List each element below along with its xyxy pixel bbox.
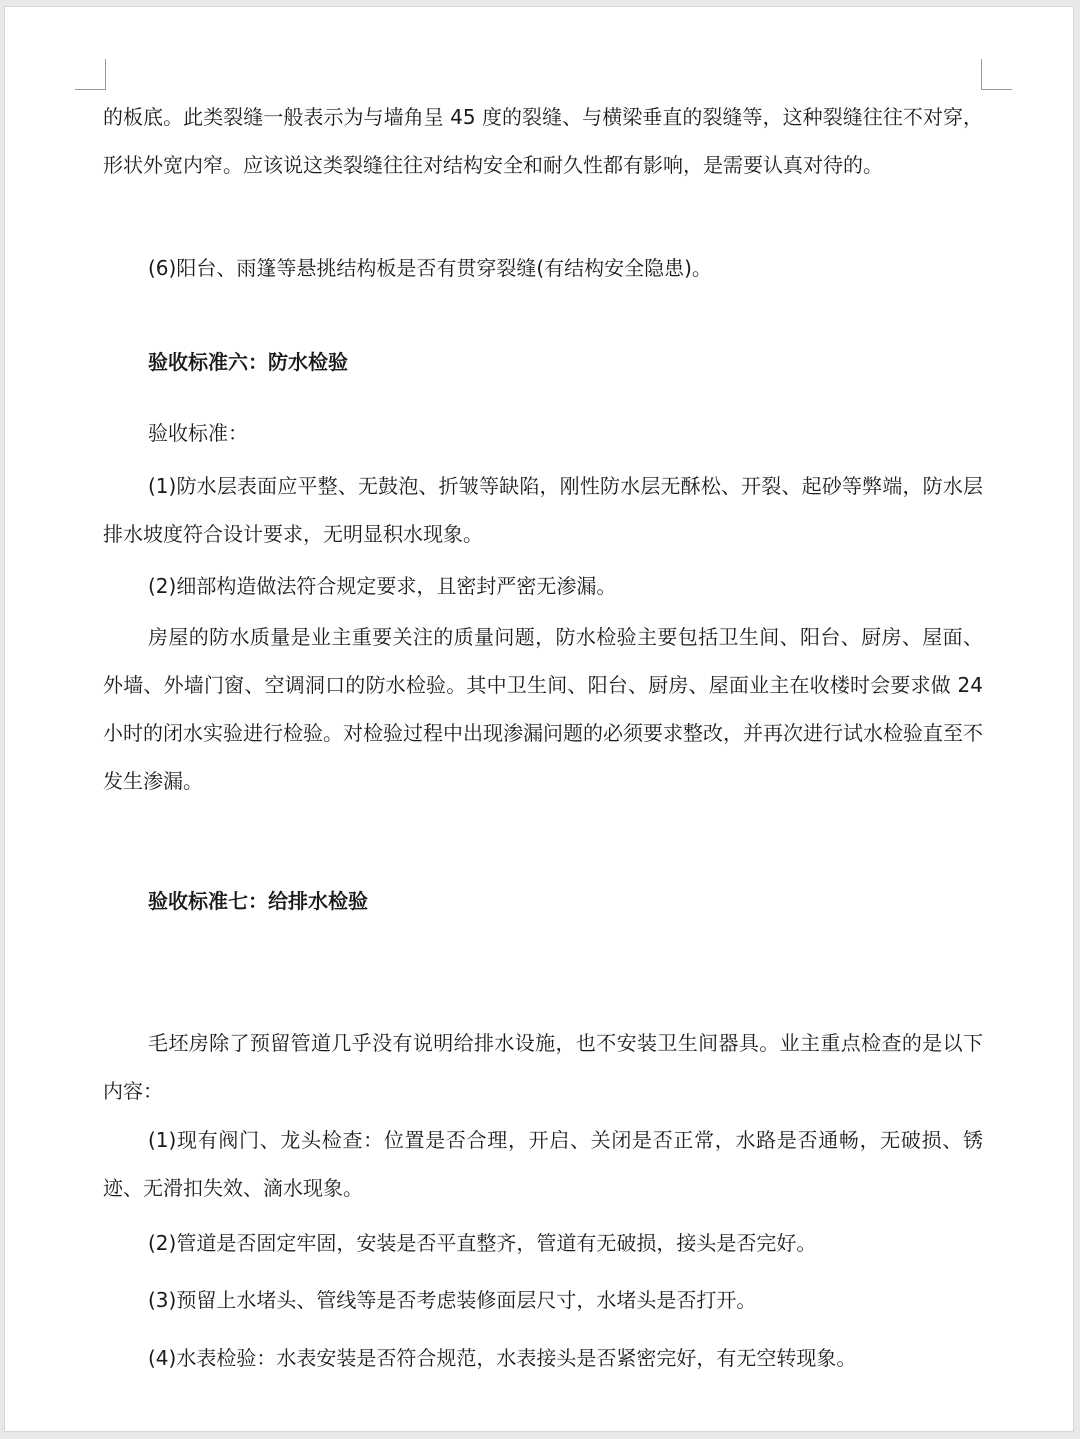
paragraph-waterproof-2: (2)细部构造做法符合规定要求，且密封严密无渗漏。 [148,574,617,598]
section-heading-plumbing: 验收标准七：给排水检验 [148,889,368,913]
margin-corner-mark-top-right [981,59,1012,90]
paragraph-plumbing-3: (3)预留上水堵头、管线等是否考虑装修面层尺寸，水堵头是否打开。 [148,1288,757,1312]
paragraph-plumbing-intro: 毛坯房除了预留管道几乎没有说明给排水设施，也不安装卫生间器具。业主重点检查的是以下内容： [103,1031,983,1103]
label-acceptance-standard: 验收标准： [148,421,248,445]
paragraph-waterproof-description: 房屋的防水质量是业主重要关注的质量问题，防水检验主要包括卫生间、阳台、厨房、屋面、外墙、外墙门窗、空调洞口的防水检验。其中卫生间、阳台、厨房、屋面业主在收楼时会要求做 24 小时的闭水实验进行检验。对检验过程中出现渗漏问题的必须要求整改，并再次进行试水检验直至不发生渗漏。 [103,625,990,793]
paragraph-crack-continuation: 的板底。此类裂缝一般表示为与墙角呈 45 度的裂缝、与横梁垂直的裂缝等，这种裂缝往往不对穿，形状外宽内窄。应该说这类裂缝往往对结构安全和耐久性都有影响，是需要认真对待的。 [103,105,983,177]
paragraph-waterproof-1: (1)防水层表面应平整、无鼓泡、折皱等缺陷，刚性防水层无酥松、开裂、起砂等弊端，防水层排水坡度符合设计要求，无明显积水现象。 [103,474,983,546]
paragraph-plumbing-2: (2)管道是否固定牢固，安装是否平直整齐，管道有无破损，接头是否完好。 [148,1231,817,1255]
margin-corner-mark-top-left [75,59,106,90]
paragraph-plumbing-4: (4)水表检验：水表安装是否符合规范，水表接头是否紧密完好，有无空转现象。 [148,1346,857,1370]
document-page [4,6,1074,1432]
paragraph-plumbing-1: (1)现有阀门、龙头检查：位置是否合理，开启、关闭是否正常，水路是否通畅，无破损、锈迹、无滑扣失效、滴水现象。 [103,1128,983,1200]
section-heading-waterproof: 验收标准六：防水检验 [148,350,348,374]
paragraph-item-6: (6)阳台、雨篷等悬挑结构板是否有贯穿裂缝(有结构安全隐患)。 [148,256,712,280]
